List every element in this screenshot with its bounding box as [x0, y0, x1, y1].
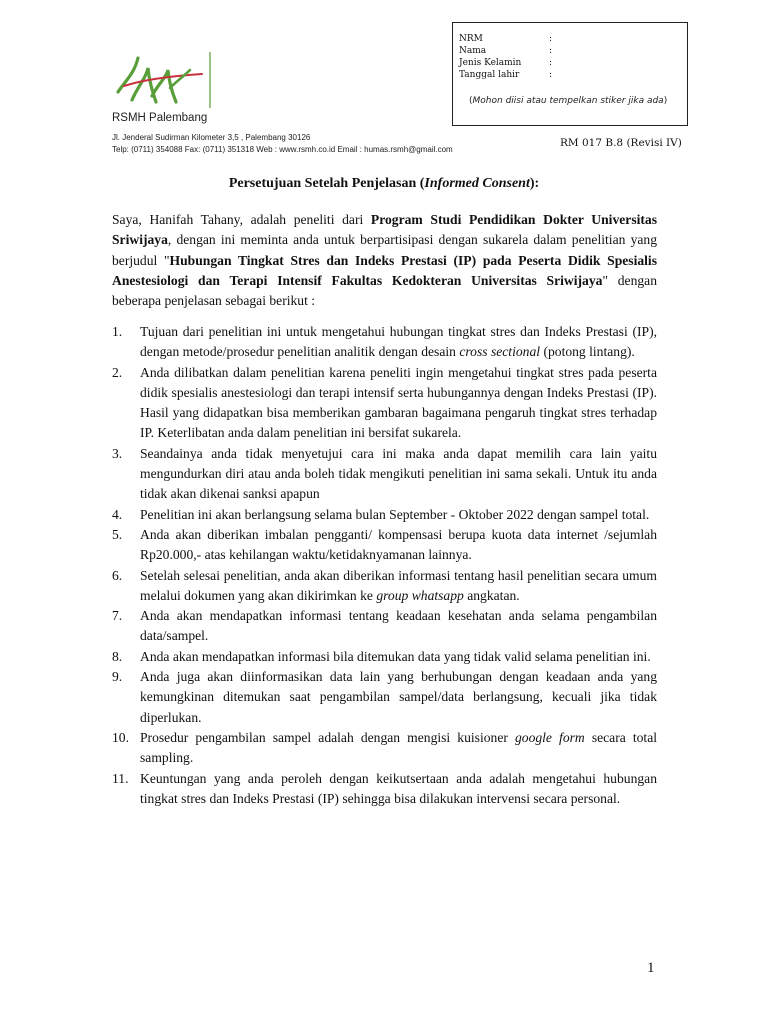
intro-bold-2: Hubungan Tingkat Stres dan Indeks Prestasi (IP) pada Peserta Didik Spesialis Anestesiologi dan Terapi Intensif Fakultas Kedokteran Universitas Sriwijaya [112, 252, 657, 288]
item-number: 9. [112, 669, 123, 685]
item-number: 5. [112, 526, 123, 542]
item-italic: google form [514, 729, 585, 745]
list-item [112, 566, 657, 607]
id-separator: : [549, 70, 553, 80]
list-item [112, 728, 657, 769]
intro-text-3: " dengan beberapa penjelasan sebagai berikut : [112, 272, 657, 309]
page-number: 1 [647, 960, 655, 976]
list-item [112, 606, 657, 647]
item-text: Prosedur pengambilan sampel adalah dengan mengisi kuisioner [140, 729, 515, 745]
item-number: 8. [112, 648, 123, 664]
list-item [112, 444, 657, 505]
item-number: 1. [112, 324, 123, 339]
id-separator: : [549, 46, 553, 56]
list-item [112, 505, 657, 525]
id-label: Jenis Kelamin [459, 58, 522, 68]
hospital-contact: Telp: (0711) 354088 Fax: (0711) 351318 Web : www.rsmh.co.id Email : humas.rsmh@gmail.com [112, 145, 453, 154]
explanation-list [112, 322, 657, 809]
list-item [112, 363, 657, 444]
item-italic: cross sectional [459, 344, 541, 360]
item-text: Seandainya anda tidak menyetujui cara ini maka anda dapat memilih cara lain yaitu mengundurkan diri atau anda boleh tidak mengikuti penelitian ini sama sekali. Untuk itu anda tidak akan dikenai sanksi apapun [140, 445, 657, 502]
hospital-name: RSMH Palembang [112, 112, 208, 124]
item-number: 7. [112, 608, 123, 624]
item-text: Tujuan dari penelitian ini untuk mengetahui hubungan tingkat stres dan Indeks Prestasi (IP), dengan metode/prosedur penelitian analitik dengan desain [140, 324, 657, 360]
id-box-note: (Mohon diisi atau tempelkan stiker jika ada) [469, 96, 668, 106]
id-label: NRM [459, 34, 483, 44]
title-text: Persetujuan Setelah Penjelasan ( [228, 176, 425, 191]
item-text: Setelah selesai penelitian, anda akan diberikan informasi tentang hasil penelitian secara umum melalui dokumen yang akan dikirimkan ke [140, 567, 657, 603]
form-code: RM 017 B.8 (Revisi IV) [560, 137, 682, 149]
intro-text-2: , dengan ini meminta anda untuk berpartisipasi dengan sukarela dalam penelitian yang berjudul " [112, 232, 657, 268]
intro-paragraph [112, 210, 657, 311]
item-number: 3. [112, 445, 123, 461]
id-row-nama [459, 45, 552, 57]
id-row-jenis-kelamin [459, 57, 552, 69]
list-item [112, 525, 657, 566]
list-item [112, 647, 657, 667]
id-row-nrm [459, 33, 552, 45]
id-row-tanggal-lahir [459, 69, 552, 81]
item-text: Anda dilibatkan dalam penelitian karena peneliti ingin mengetahui tingkat stres pada peserta didik spesialis anestesiologi dan terapi intensif serta hubungannya dengan Indeks Prestasi (IP). Hasil yang didapatkan bisa memberikan gambaran bagaimana pengaruh tingkat stres terhadap IP. Keterlibatan anda dalam penelitian ini bersifat sukarela. [140, 364, 657, 441]
document-title [0, 176, 768, 192]
item-italic: group whatsapp [376, 587, 464, 603]
item-text-end: secara total sampling. [140, 729, 658, 766]
item-text: Penelitian ini akan berlangsung selama bulan September - Oktober 2022 dengan sampel total. [140, 506, 650, 522]
patient-id-box [452, 22, 688, 126]
item-text: Anda juga akan diinformasikan data lain yang berhubungan dengan keadaan anda yang kemungkinan ditemukan saat pengambilan sampel/data berlangsung, kecuali jika tidak diperlukan. [140, 669, 657, 725]
list-item [112, 322, 657, 363]
item-text: Anda akan mendapatkan informasi tentang keadaan kesehatan anda selama pengambilan data/sampel. [140, 608, 657, 644]
title-italic: Informed Consent [424, 176, 530, 191]
item-text: Keuntungan yang anda peroleh dengan keikutsertaan anda adalah mengetahui hubungan tingkat stres dan Indeks Prestasi (IP) sehingga bisa dilakukan intervensi secara personal. [140, 770, 657, 806]
item-number: 2. [112, 364, 123, 380]
item-text: Anda akan diberikan imbalan pengganti/ kompensasi berupa kuota data internet /sejumlah Rp20.000,- atas kehilangan waktu/ketidaknyamanan lainnya. [140, 526, 657, 563]
item-text-end: (potong lintang). [540, 344, 635, 360]
item-number: 6. [112, 567, 123, 583]
id-label: Tanggal lahir [459, 70, 520, 80]
item-number: 11. [112, 770, 129, 786]
item-number: 10. [112, 729, 129, 745]
id-box-note-text: Mohon diisi atau tempelkan stiker jika ada [472, 96, 664, 106]
intro-bold-1: Program Studi Pendidikan Dokter Universitas Sriwijaya [112, 212, 657, 248]
item-text: Anda akan mendapatkan informasi bila ditemukan data yang tidak valid selama penelitian ini. [140, 648, 651, 664]
item-text-end: angkatan. [463, 587, 520, 603]
id-separator: : [549, 58, 553, 68]
list-item [112, 769, 657, 810]
id-separator: : [549, 34, 553, 44]
title-end: ): [529, 176, 540, 191]
intro-text-1: Saya, Hanifah Tahany, adalah peneliti dari [112, 212, 371, 227]
hospital-address: Jl. Jenderal Sudirman Kilometer 3,5 , Palembang 30126 [112, 133, 311, 142]
item-number: 4. [112, 506, 123, 522]
list-item [112, 667, 657, 728]
rsmh-logo [112, 50, 214, 110]
id-label: Nama [459, 46, 487, 56]
